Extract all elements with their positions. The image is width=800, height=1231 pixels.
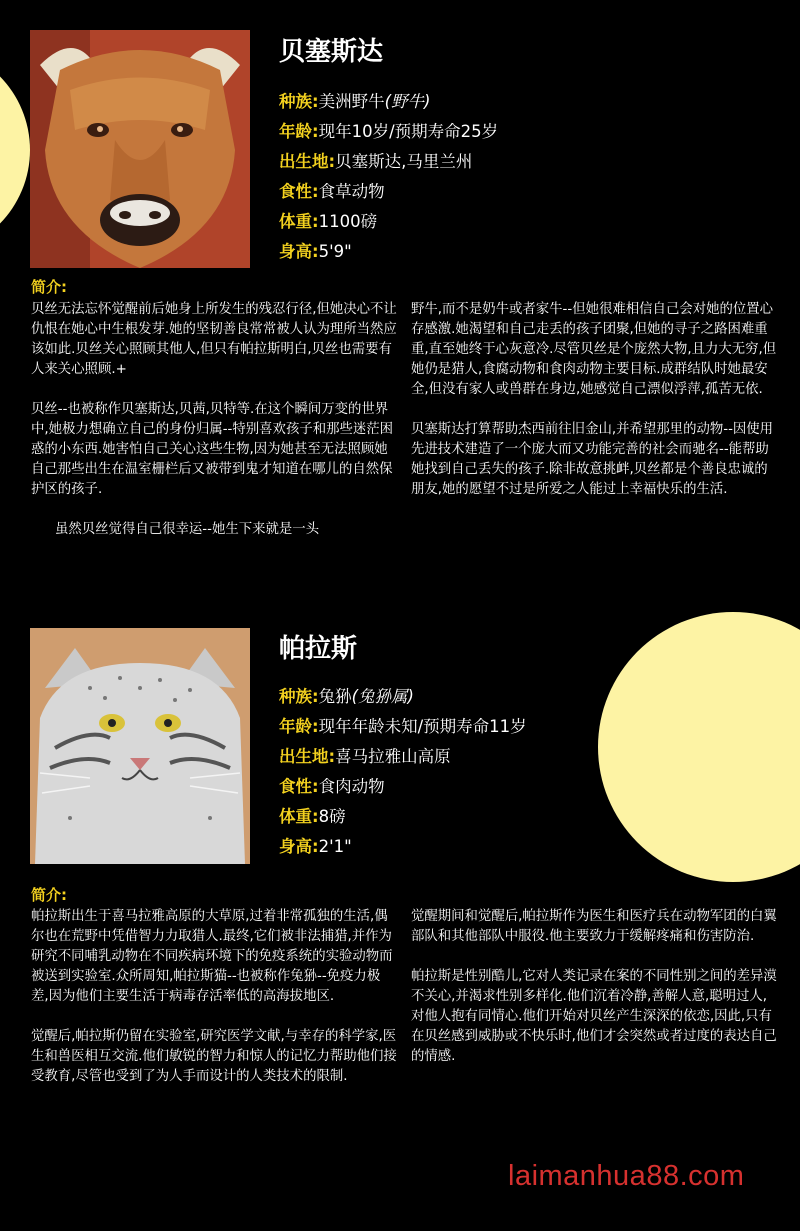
bio-left-column — [31, 300, 397, 540]
info-birthplace: 出生地:贝塞斯达,马里兰州 — [279, 152, 473, 171]
bio-paragraph: 帕拉斯出生于喜马拉雅高原的大草原,过着非常孤独的生活,偶尔也在荒野中凭借智力力取猎人.最终,它们被非法捕猎,并作为研究不同哺乳动物在不同疾病环境下的免疫系统的实验动物而被送到实验室.众所周知,帕拉斯猫--也被称作兔狲--免疫力极差,因为他们主要生活于病毒存活率低的高海拔地区. — [31, 909, 393, 1004]
bio-paragraph: 觉醒期间和觉醒后,帕拉斯作为医生和医疗兵在动物军团的白翼部队和其他部队中服役.他主要致力于缓解疼痛和伤害防治. — [411, 909, 777, 944]
info-diet: 食性:食肉动物 — [279, 777, 385, 796]
info-height: 身高:5'9" — [279, 242, 352, 261]
bio-paragraph: 虽然贝丝觉得自己很幸运--她生下来就是一头 — [55, 522, 320, 537]
moon-decoration-top — [0, 45, 30, 255]
watermark: laimanhua88.com — [508, 1160, 745, 1192]
bio-right-column — [411, 300, 777, 500]
info-age: 年龄:现年年龄未知/预期寿命11岁 — [279, 717, 527, 736]
character-name: 贝塞斯达 — [279, 37, 384, 67]
moon-decoration-bottom — [598, 612, 800, 882]
info-birthplace: 出生地:喜马拉雅山高原 — [279, 747, 451, 766]
bio-paragraph: 帕拉斯是性别酷儿,它对人类记录在案的不同性别之间的差异漠不关心,并渴求性别多样化.他们沉着冷静,善解人意,聪明过人,对他人抱有同情心.他们开始对贝丝产生深深的依恋,因此,只有在贝丝感到威胁或不快乐时,他们才会突然或者过度的表达自己的情感. — [411, 969, 777, 1064]
info-species: 种族:兔狲(兔狲属) — [279, 687, 414, 706]
info-height: 身高:2'1" — [279, 837, 352, 856]
bio-paragraph: 贝丝无法忘怀觉醒前后她身上所发生的残忍行径,但她决心不让仇恨在她心中生根发芽.她的坚韧善良常常被人认为理所当然应该如此.贝丝关心照顾其他人,但只有帕拉斯明白,贝丝也需要有人来关心照顾.+ — [31, 302, 397, 377]
info-weight: 体重:8磅 — [279, 807, 346, 826]
bio-paragraph: 野牛,而不是奶牛或者家牛--但她很难相信自己会对她的位置心存感激.她渴望和自己走丢的孩子团聚,但她的寻子之路困难重重,直至她终于心灰意冷.尽管贝丝是个庞然大物,且力大无穷,但她仍是猎人,食腐动物和食肉动物主要目标.成群结队时她最安全,但没有家人或兽群在身边,她感觉自己漂似浮萍,孤苦无依. — [411, 302, 777, 397]
intro-label: 简介: — [31, 278, 67, 296]
bio-paragraph: 贝丝--也被称作贝塞斯达,贝茜,贝特等.在这个瞬间万变的世界中,她极力想确立自己的身份归属--特别喜欢孩子和那些迷茫困惑的小东西.她害怕自己关心这些生物,因为她甚至无法照顾她自己那些出生在温室栅栏后又被带到鬼才知道在哪儿的自然保护区的孩子. — [31, 402, 394, 497]
info-age: 年龄:现年10岁/预期寿命25岁 — [279, 122, 499, 141]
pallas-cat-portrait — [30, 628, 250, 864]
bio-paragraph: 觉醒后,帕拉斯仍留在实验室,研究医学文献,与幸存的科学家,医生和兽医相互交流.他们敏锐的智力和惊人的记忆力帮助他们接受教育,尽管也受到了为人手而设计的人类技术的限制. — [31, 1029, 397, 1084]
info-diet: 食性:食草动物 — [279, 182, 385, 201]
character-info — [279, 682, 527, 862]
character-name: 帕拉斯 — [279, 634, 358, 664]
info-species: 种族:美洲野牛(野牛) — [279, 92, 431, 111]
info-weight: 体重:1100磅 — [279, 212, 378, 231]
bio-right-column — [411, 907, 777, 1067]
character-info — [279, 87, 498, 267]
intro-label: 简介: — [31, 886, 67, 904]
bio-paragraph: 贝塞斯达打算帮助杰西前往旧金山,并希望那里的动物--因使用先进技术建造了一个庞大而又功能完善的社会而驰名--能帮助她找到自己丢失的孩子.除非故意挑衅,贝丝都是个善良忠诚的朋友,她的愿望不过是所爱之人能过上幸福快乐的生活. — [411, 422, 774, 497]
bison-portrait — [30, 30, 250, 268]
bio-left-column — [31, 907, 397, 1087]
